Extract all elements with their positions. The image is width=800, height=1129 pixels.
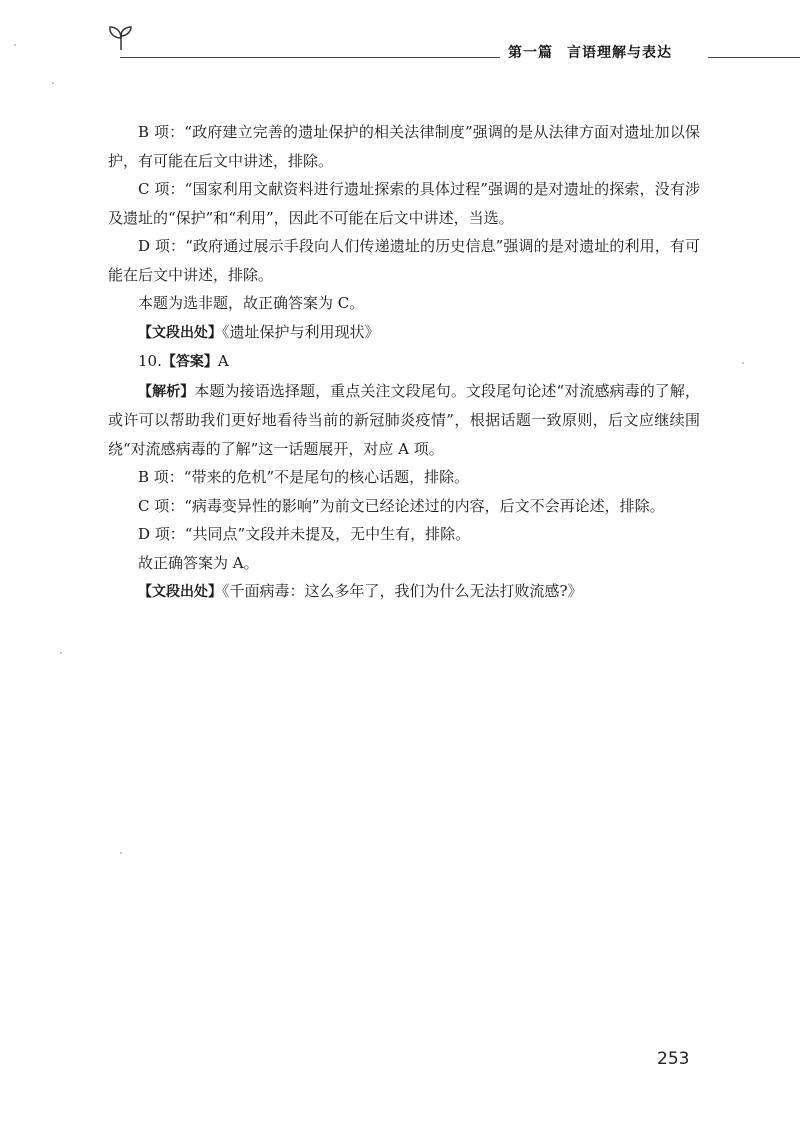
sprout-icon (106, 22, 136, 52)
analysis-text: 本题为接语选择题，重点关注文段尾句。文段尾句论述“对流感病毒的了解，或许可以帮助我们更好地看待当前的新冠肺炎疫情”，根据话题一致原则，后文应继续围绕“对流感病毒的了解”这一话题展开，对应 A 项。 (108, 381, 700, 458)
analysis-paragraph (108, 377, 700, 464)
answer-label: 【答案】 (161, 354, 218, 370)
page-number: 253 (657, 1049, 690, 1069)
question-number: 10. (138, 352, 162, 370)
document-body (108, 118, 700, 607)
passage-source-2 (108, 577, 700, 607)
answer-conclusion: 本题为选非题，故正确答案为 C。 (138, 294, 365, 312)
answer-value: A (217, 352, 229, 370)
header-rule-right (708, 57, 800, 58)
scan-speck (60, 652, 62, 654)
section-part: 第一篇 (508, 45, 553, 61)
source-label-2: 【文段出处】 (138, 584, 222, 600)
scan-speck (120, 852, 122, 854)
question-answer (108, 347, 700, 377)
option-d-analysis-2: D 项：“共同点”文段并未提及，无中生有，排除。 (138, 525, 471, 543)
page-header (0, 0, 800, 70)
section-name: 言语理解与表达 (567, 45, 672, 61)
section-title (508, 42, 672, 62)
option-b-analysis: B 项：“政府建立完善的遗址保护的相关法律制度”强调的是从法律方面对遗址加以保护，有可能在后文中讲述，排除。 (108, 123, 700, 170)
header-rule-left (120, 57, 500, 58)
passage-source (108, 318, 700, 348)
answer-conclusion-2: 故正确答案为 A。 (138, 553, 259, 572)
option-b-analysis-2: B 项：“带来的危机”不是尾句的核心话题，排除。 (138, 468, 470, 486)
option-c-analysis: C 项：“国家利用文献资料进行遗址探索的具体过程”强调的是对遗址的探索，没有涉及遗址的“保护”和“利用”，因此不可能在后文中讲述，当选。 (108, 180, 700, 227)
option-d-analysis: D 项：“政府通过展示手段向人们传递遗址的历史信息”强调的是对遗址的利用，有可能在后文中讲述，排除。 (108, 237, 700, 284)
scan-speck (14, 44, 16, 46)
scan-speck (742, 362, 744, 364)
scan-speck (52, 82, 54, 84)
source-title-2: 《千面病毒：这么多年了，我们为什么无法打败流感?》 (222, 582, 583, 600)
source-label: 【文段出处】 (138, 324, 222, 341)
analysis-label: 【解析】 (138, 383, 195, 400)
option-c-analysis-2: C 项：“病毒变异性的影响”为前文已经论述过的内容，后文不会再论述，排除。 (138, 496, 665, 515)
source-title: 《遗址保护与利用现状》 (222, 322, 380, 341)
